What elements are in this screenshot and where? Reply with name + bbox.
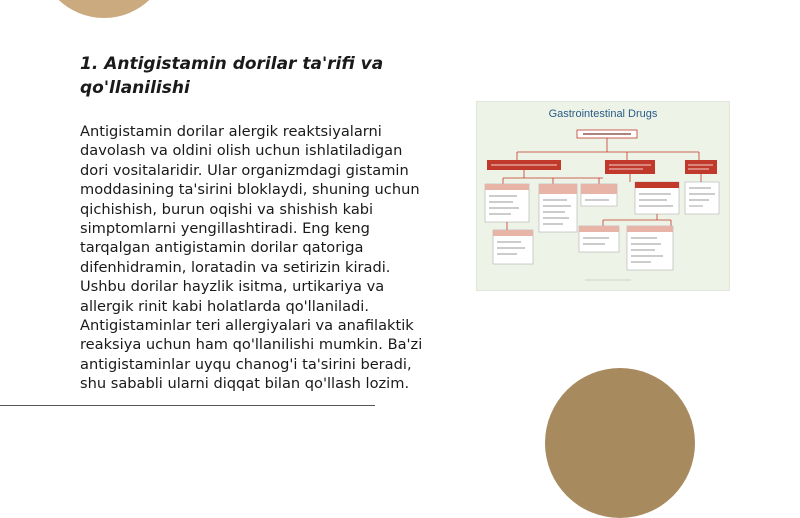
diagram-title: Gastrointestinal Drugs	[548, 108, 658, 120]
divider-line	[0, 405, 375, 406]
decorative-circle-bottom	[545, 368, 695, 518]
diagram-flowchart	[481, 126, 725, 286]
flowchart-graphic	[481, 126, 725, 286]
diagram-image	[476, 101, 730, 291]
slide-body-text: Antigistamin dorilar alergik reaktsiyalarni davolash va oldini olish uchun ishlatiladigan dori vositalaridir. Ular organizmdagi gistamin moddasining ta'sirini bloklaydi, shuning uchun qichishish, burun oqishi va shishish kabi simptomlarni yengillashtiradi. Eng keng tarqalgan antigistamin dorilar qatoriga difenhidramin, loratadin va setirizin kiradi. Ushbu dorilar hayzlik isitma, urtikariya va allergik rinit kabi holatlarda qo'llaniladi. Antigistaminlar teri allergiyalari va anafilaktik reaksiya uchun ham qo'llanilishi mumkin. Ba'zi antigistaminlar uyqu chanog'i ta'sirini beradi, shu sababli ularni diqqat bilan qo'llash lozim.	[80, 123, 423, 393]
slide-title: 1. Antigistamin dorilar ta'rifi va qo'llanilishi	[80, 54, 384, 98]
decorative-circle-top	[38, 0, 170, 18]
